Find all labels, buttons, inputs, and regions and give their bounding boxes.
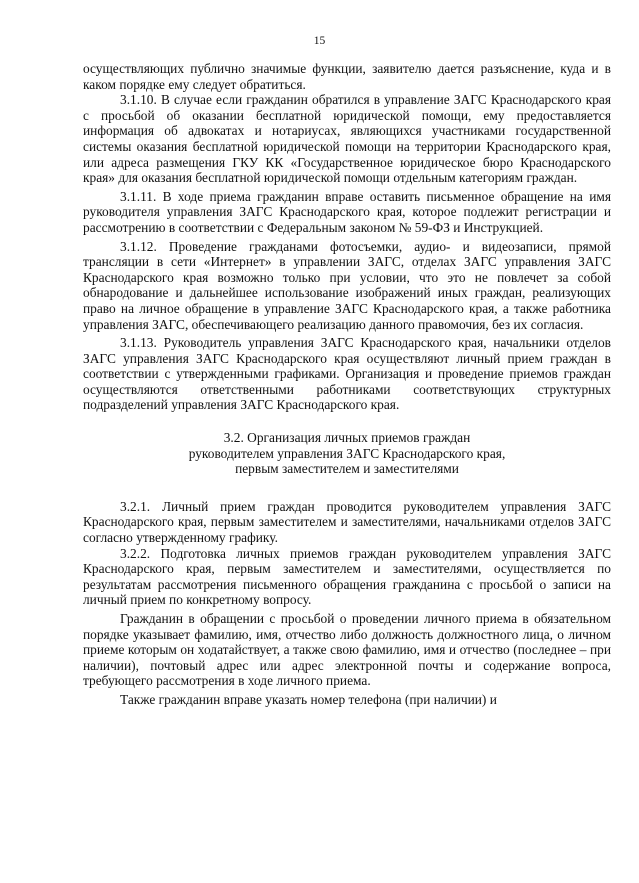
section-heading-line: руководителем управления ЗАГС Краснодарского края, xyxy=(188,445,506,461)
page-number: 15 xyxy=(313,35,326,47)
paragraph-request-contents: Гражданин в обращении с просьбой о проведении личного приема в обязательном порядке указывает фамилию, имя, отчество либо должность должностного лица, о личном приеме которым он ходатайствует, а также свою фамилию, имя и отчество (последнее – при наличии), почтовый адрес или адрес электронной почты и содержание вопроса, требующего рассмотрения в ходе личного приема. xyxy=(83,611,611,689)
section-heading-3-2 xyxy=(83,430,611,477)
document-body xyxy=(83,61,611,708)
paragraph-continuation: осуществляющих публично значимые функции, заявителю дается разъяснение, куда и в каком порядке ему следует обратиться. xyxy=(83,61,611,92)
section-heading-line: 3.2. Организация личных приемов граждан xyxy=(223,430,471,446)
paragraph-3-1-11: 3.1.11. В ходе приема гражданин вправе оставить письменное обращение на имя руководителя управления ЗАГС Краснодарского края, которое подлежит регистрации и рассмотрению в соответствии с Федеральным законом № 59-ФЗ и Инструкцией. xyxy=(83,188,611,235)
paragraph-3-1-13: 3.1.13. Руководитель управления ЗАГС Краснодарского края, начальники отделов ЗАГС управления ЗАГС Краснодарского края осуществляют личный прием граждан в соответствии с утвержденными графиками. Организация и проведение приемов граждан осуществляются ответственными работниками соответствующих структурных подразделений управления ЗАГС Краснодарского края. xyxy=(83,335,611,413)
paragraph-3-1-10: 3.1.10. В случае если гражданин обратился в управление ЗАГС Краснодарского края с просьбой об оказании бесплатной юридической помощи, ему предоставляется информация об адвокатах и нотариусах, являющихся участниками государственной системы оказания бесплатной юридической помощи на территории Краснодарского края, или адреса размещения ГКУ КК «Государственное юридическое бюро Краснодарского края» для оказания бесплатной юридической помощи отдельным категориям граждан. xyxy=(83,92,611,186)
paragraph-3-2-1: 3.2.1. Личный прием граждан проводится руководителем управления ЗАГС Краснодарского края, первым заместителем и заместителями, начальниками отделов ЗАГС согласно утвержденному графику. xyxy=(83,498,611,546)
paragraph-3-2-2: 3.2.2. Подготовка личных приемов граждан руководителем управления ЗАГС Краснодарского края, первым заместителем и заместителями, осуществляется по результатам рассмотрения письменного обращения гражданина с просьбой о записи на личный прием по конкретному вопросу. xyxy=(83,545,611,608)
paragraph-phone-number: Также гражданин вправе указать номер телефона (при наличии) и xyxy=(120,691,497,707)
paragraph-3-1-12: 3.1.12. Проведение гражданами фотосъемки, аудио- и видеозаписи, прямой трансляции в сети «Интернет» в управлении ЗАГС, отделах ЗАГС управления ЗАГС Краснодарского края возможно только при условии, что это не повлечет за собой обнародование и дальнейшее использование изображений иных граждан, реализующих право на личное обращение в управление ЗАГС Краснодарского края, а также работника управления ЗАГС, обеспечивающего реализацию данного правомочия, без их согласия. xyxy=(83,238,611,332)
section-heading-line: первым заместителем и заместителями xyxy=(235,461,459,477)
